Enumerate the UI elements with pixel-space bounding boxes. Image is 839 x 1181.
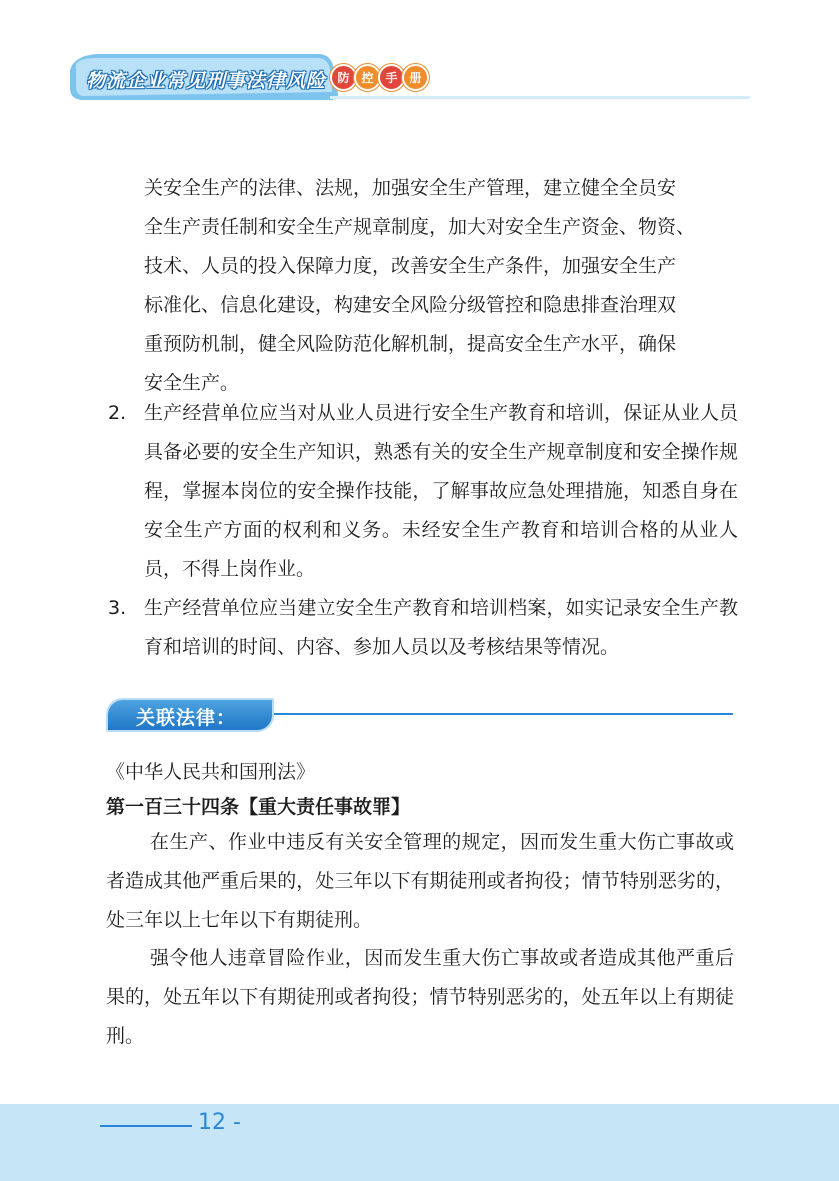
list-number: 3. <box>108 597 127 619</box>
header-banner <box>0 0 839 140</box>
continued-paragraph <box>144 169 744 403</box>
text-line: 技术、人员的投入保障力度，改善安全生产条件，加强安全生产 <box>144 255 677 277</box>
header-badge: 册 <box>402 64 429 91</box>
text-line: 关安全生产的法律、法规，加强安全生产管理，建立健全全员安 <box>144 177 677 199</box>
header-badges <box>330 64 426 91</box>
list-number: 2. <box>108 402 127 424</box>
article-title: 第一百三十四条【重大责任事故罪】 <box>106 796 411 818</box>
list-item <box>108 394 738 589</box>
list-item <box>108 589 738 667</box>
numbered-list <box>108 394 738 667</box>
header-badge: 防 <box>330 64 357 91</box>
header-badge: 手 <box>378 64 405 91</box>
section-heading-label: 关联法律： <box>136 707 237 729</box>
list-item-text: 生产经营单位应当建立安全生产教育和培训档案，如实记录安全生产教育和培训的时间、内容、参加人员以及考核结果等情况。 <box>144 597 738 658</box>
law-paragraph: 在生产、作业中违反有关安全管理的规定，因而发生重大伤亡事故或者造成其他严重后果的，处三年以下有期徒刑或者拘役；情节特别恶劣的，处三年以上七年以下有期徒刑。 <box>106 831 734 931</box>
header-title: 物流企业常见刑事法律风险 <box>86 70 327 92</box>
law-name: 《中华人民共和国刑法》 <box>106 761 316 783</box>
page-number: 12 - <box>198 1110 241 1135</box>
text-line: 安全生产。 <box>144 372 240 394</box>
text-line: 重预防机制，健全风险防范化解机制，提高安全生产水平，确保 <box>144 333 677 355</box>
header-badge: 控 <box>354 64 381 91</box>
footer-band <box>0 1104 839 1181</box>
text-line: 全生产责任制和安全生产规章制度，加大对安全生产资金、物资、 <box>144 216 696 238</box>
footer-rule <box>100 1125 192 1127</box>
section-heading-pill <box>106 698 274 732</box>
section-divider <box>274 713 733 715</box>
text-line: 标准化、信息化建设，构建安全风险分级管控和隐患排查治理双 <box>144 294 677 316</box>
list-item-text: 生产经营单位应当对从业人员进行安全生产教育和培训，保证从业人员具备必要的安全生产知识，熟悉有关的安全生产规章制度和安全操作规程，掌握本岗位的安全操作技能，了解事故应急处理措施，知悉自身在安全生产方面的权利和义务。未经安全生产教育和培训合格的从业人员，不得上岗作业。 <box>144 402 738 580</box>
law-paragraph: 强令他人违章冒险作业，因而发生重大伤亡事故或者造成其他严重后果的，处五年以下有期徒刑或者拘役；情节特别恶劣的，处五年以上有期徒刑。 <box>106 947 734 1047</box>
